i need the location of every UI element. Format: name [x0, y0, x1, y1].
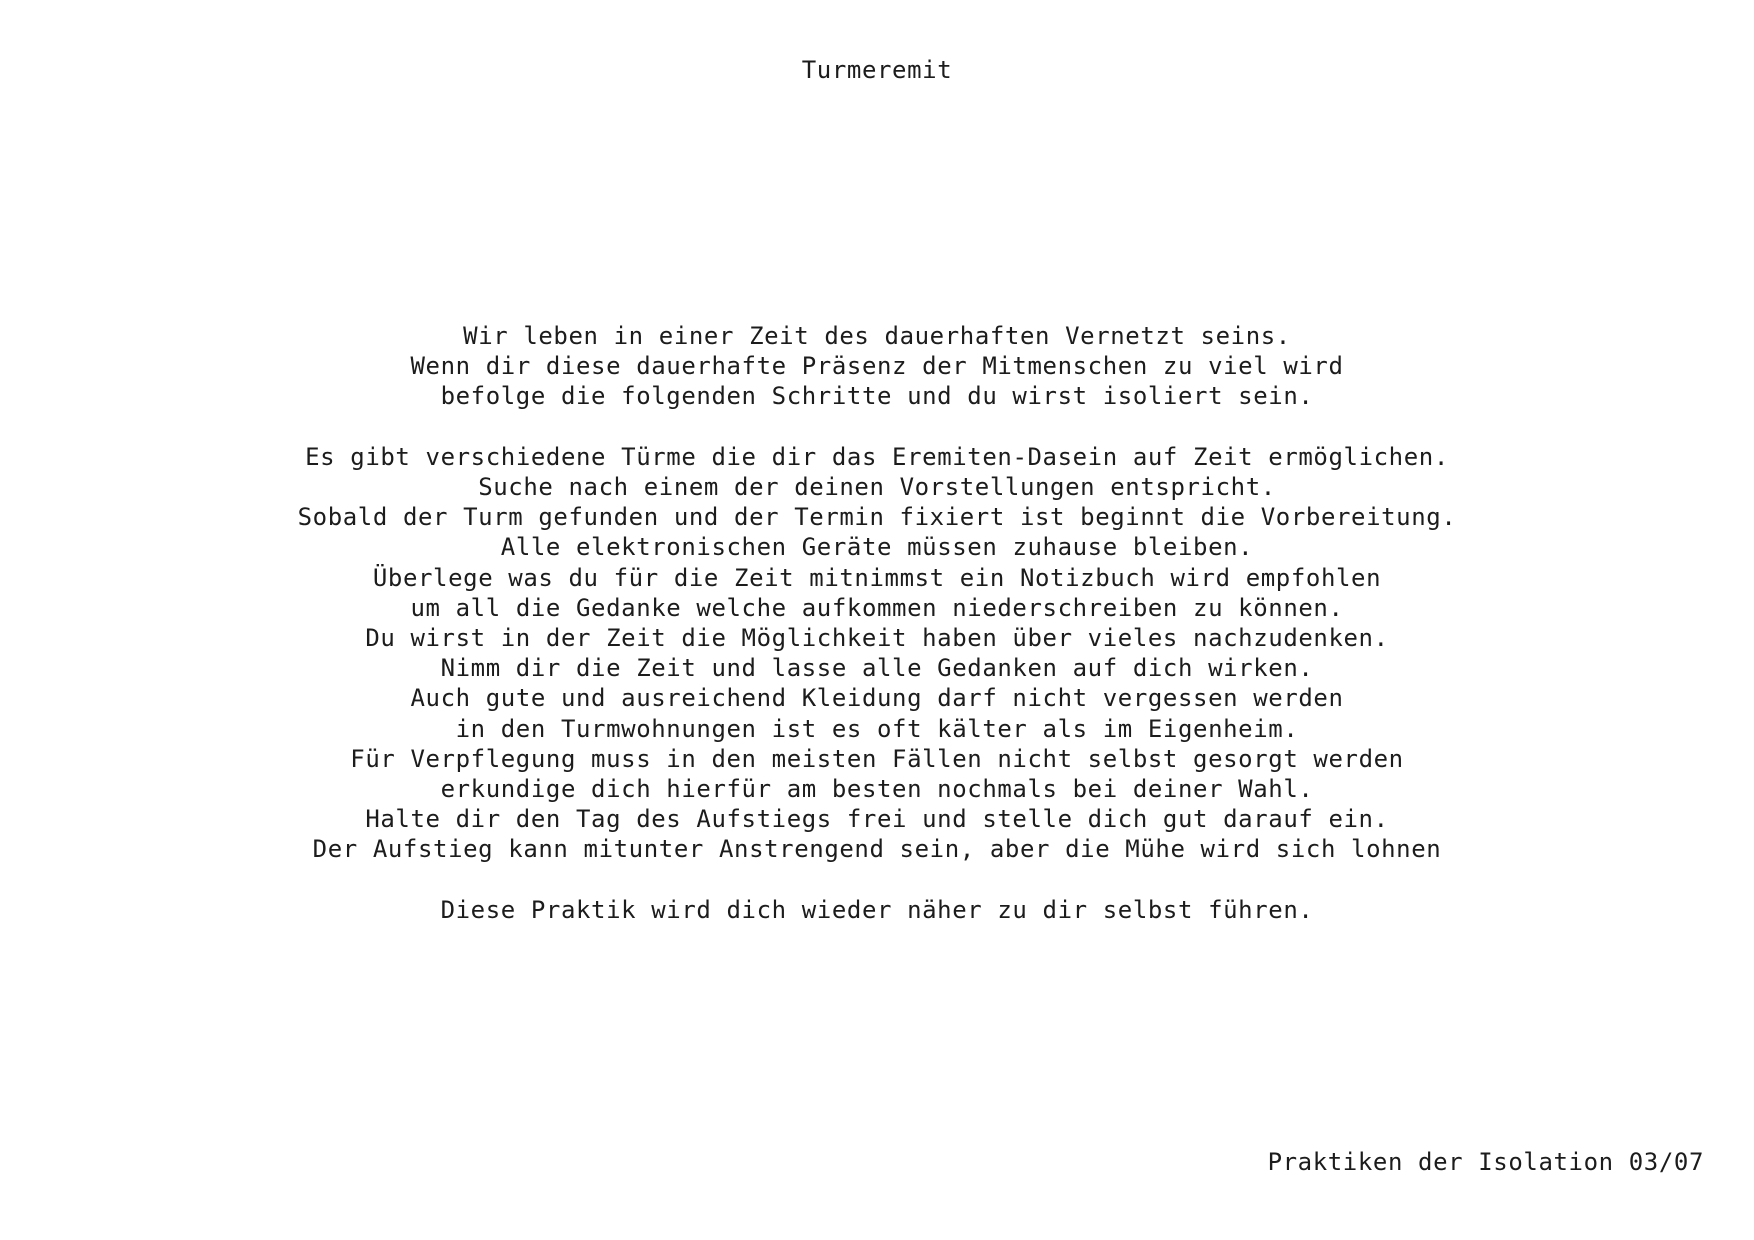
text-line: Wenn dir diese dauerhafte Präsenz der Mitmenschen zu viel wird	[410, 352, 1344, 381]
text-line: Auch gute und ausreichend Kleidung darf nicht vergessen werden	[410, 684, 1344, 713]
text-line: Sobald der Turm gefunden und der Termin fixiert ist beginnt die Vorbereitung.	[297, 503, 1457, 532]
text-line: Nimm dir die Zeit und lasse alle Gedanken auf dich wirken.	[440, 654, 1314, 683]
text-line: Der Aufstieg kann mitunter Anstrengend sein, aber die Mühe wird sich lohnen	[312, 835, 1442, 864]
text-line: Diese Praktik wird dich wieder näher zu dir selbst führen.	[440, 895, 1314, 924]
text-line: erkundige dich hierfür am besten nochmals bei deiner Wahl.	[440, 775, 1314, 804]
text-line: Überlege was du für die Zeit mitnimmst ein Notizbuch wird empfohlen	[372, 563, 1382, 592]
page-title: Turmeremit	[801, 56, 953, 84]
text-line: befolge die folgenden Schritte und du wirst isoliert sein.	[440, 382, 1314, 411]
body-text	[0, 321, 1754, 925]
text-line: Halte dir den Tag des Aufstiegs frei und stelle dich gut darauf ein.	[365, 805, 1389, 834]
stanza-intro	[0, 321, 1754, 412]
stanza-instructions	[0, 442, 1754, 865]
text-line: um all die Gedanke welche aufkommen niederschreiben zu können.	[410, 593, 1344, 622]
text-line: Es gibt verschiedene Türme die dir das Eremiten-Dasein auf Zeit ermöglichen.	[305, 442, 1449, 471]
text-line: Suche nach einem der deinen Vorstellungen entspricht.	[478, 473, 1276, 501]
text-line: Alle elektronischen Geräte müssen zuhause bleiben.	[500, 533, 1254, 562]
text-line: Für Verpflegung muss in den meisten Fällen nicht selbst gesorgt werden	[350, 744, 1404, 773]
text-line: Du wirst in der Zeit die Möglichkeit haben über vieles nachzudenken.	[365, 624, 1389, 653]
page-footer: Praktiken der Isolation 03/07	[1267, 1148, 1704, 1176]
stanza-closing	[0, 895, 1754, 925]
text-line: in den Turmwohnungen ist es oft kälter als im Eigenheim.	[455, 714, 1299, 743]
text-line: Wir leben in einer Zeit des dauerhaften Vernetzt seins.	[463, 322, 1291, 350]
